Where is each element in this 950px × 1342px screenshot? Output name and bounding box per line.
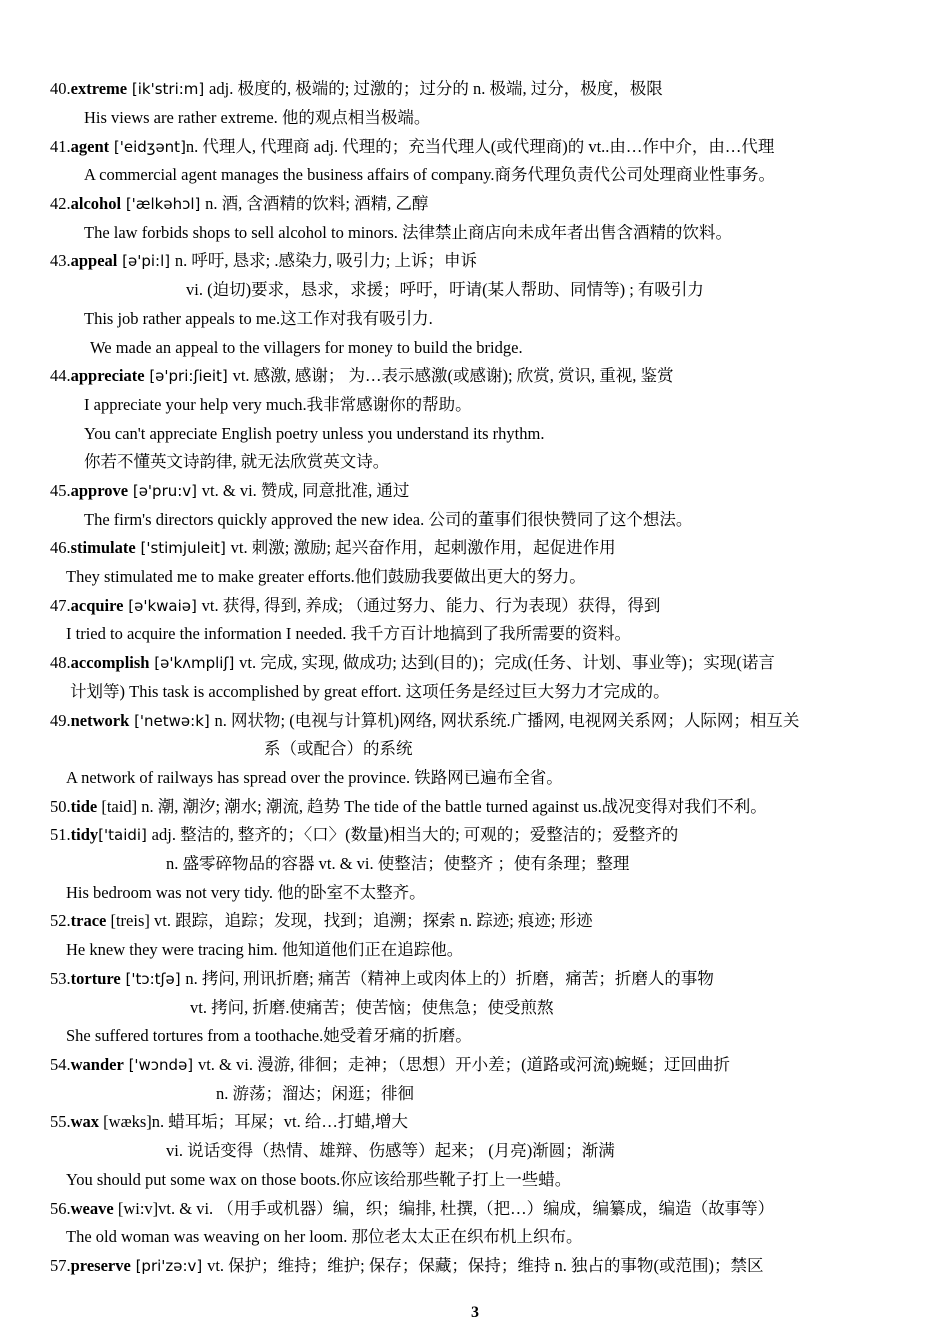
example-sentence: I appreciate your help very much.我非常感谢你的帮助。 (84, 395, 472, 414)
entry-headline: 43.appeal [ə'pi:l] n. 呼吁, 恳求; .感染力, 吸引力; 上诉；申诉 (50, 251, 477, 270)
example-sentence: You should put some wax on those boots.你应该给那些靴子打上一些蜡。 (66, 1170, 572, 1189)
entry-headline: 50.tide [taid] n. 潮, 潮汐; 潮水; 潮流, 趋势 The tide of the battle turned against us.战况变得对我们不利。 (50, 797, 767, 816)
example-translation: 你若不懂英文诗韵律, 就无法欣赏英文诗。 (84, 452, 390, 471)
entry-headline: 45.approve [ə'pru:v] vt. & vi. 赞成, 同意批准, 通过 (50, 481, 410, 500)
example-sentence: They stimulated me to make greater efforts.他们鼓励我要做出更大的努力。 (66, 567, 586, 586)
definition-continuation: n. 盛零碎物品的容器 vt. & vi. 使整洁；使整齐 ；使有条理；整理 (166, 854, 630, 873)
page-number: 3 (471, 1304, 479, 1321)
example-sentence: His views are rather extreme. 他的观点相当极端。 (84, 108, 431, 127)
entry-headline: 52.trace [treis] vt. 跟踪，追踪；发现，找到；追溯；探索 n. 踪迹; 痕迹; 形迹 (50, 911, 593, 930)
definition-continuation: 计划等) This task is accomplished by great effort. 这项任务是经过巨大努力才完成的。 (70, 682, 670, 701)
definition-continuation: n. 游荡；溜达；闲逛；徘徊 (216, 1084, 414, 1103)
entry-headline: 40.extreme [ik'stri:m] adj. 极度的, 极端的; 过激的；过分的 n. 极端, 过分，极度，极限 (50, 79, 663, 98)
example-sentence: A commercial agent manages the business affairs of company.商务代理负责代公司处理商业性事务。 (84, 165, 776, 184)
example-sentence: I tried to acquire the information I needed. 我千方百计地搞到了我所需要的资料。 (66, 624, 632, 643)
definition-continuation: vi. 说话变得（热情、雄辩、伤感等）起来； (月亮)渐圆；渐满 (166, 1141, 615, 1160)
example-sentence: This job rather appeals to me.这工作对我有吸引力. (84, 309, 433, 328)
example-sentence: His bedroom was not very tidy. 他的卧室不太整齐。 (66, 883, 426, 902)
entry-headline: 47.acquire [ə'kwaiə] vt. 获得, 得到, 养成; （通过努力、能力、行为表现）获得，得到 (50, 596, 661, 615)
example-sentence: The old woman was weaving on her loom. 那位老太太正在织布机上织布。 (66, 1227, 583, 1246)
example-sentence: We made an appeal to the villagers for money to build the bridge. (90, 338, 523, 357)
entry-headline: 56.weave [wi:v]vt. & vi. （用手或机器）编，织；编排, 杜撰,（把…）编成，编纂成，编造（故事等） (50, 1199, 775, 1218)
example-sentence: He knew they were tracing him. 他知道他们正在追踪他。 (66, 940, 464, 959)
definition-continuation: 系（或配合）的系统 (264, 739, 413, 758)
entry-headline: 54.wander ['wɔndə] vt. & vi. 漫游, 徘徊；走神；（思想）开小差；(道路或河流)蜿蜒；迂回曲折 (50, 1055, 731, 1074)
example-sentence: She suffered tortures from a toothache.她受着牙痛的折磨。 (66, 1026, 472, 1045)
entry-headline: 48.accomplish [ə'kʌmpliʃ] vt. 完成, 实现, 做成功; 达到(目的)；完成(任务、计划、事业等)；实现(诺言 (50, 653, 775, 672)
entry-headline: 57.preserve [pri'zə:v] vt. 保护；维持；维护; 保存；保藏；保持；维持 n. 独占的事物(或范围)；禁区 (50, 1256, 764, 1275)
example-sentence: You can't appreciate English poetry unless you understand its rhythm. (84, 424, 545, 443)
entry-headline: 55.wax [wæks]n. 蜡耳垢；耳屎；vt. 给…打蜡,增大 (50, 1112, 408, 1131)
entry-headline: 44.appreciate [ə'pri:ʃieit] vt. 感激, 感谢； 为…表示感激(或感谢); 欣赏, 赏识, 重视, 鉴赏 (50, 366, 674, 385)
example-sentence: The law forbids shops to sell alcohol to minors. 法律禁止商店向未成年者出售含酒精的饮料。 (84, 223, 733, 242)
entry-headline: 53.torture ['tɔ:tʃə] n. 拷问, 刑讯折磨; 痛苦（精神上或肉体上的）折磨，痛苦；折磨人的事物 (50, 969, 714, 988)
entry-headline: 42.alcohol ['ælkəhɔl] n. 酒, 含酒精的饮料; 酒精, 乙醇 (50, 194, 429, 213)
example-sentence: A network of railways has spread over the province. 铁路网已遍布全省。 (66, 768, 563, 787)
example-sentence: The firm's directors quickly approved the new idea. 公司的董事们很快赞同了这个想法。 (84, 510, 693, 529)
definition-continuation: vi. (迫切)要求，恳求，求援；呼吁，吁请(某人帮助、同情等) ; 有吸引力 (186, 280, 704, 299)
definition-continuation: vt. 拷问, 折磨.使痛苦；使苦恼；使焦急；使受煎熬 (190, 998, 554, 1017)
entry-headline: 51.tidy['taidi] adj. 整洁的, 整齐的；〈口〉(数量)相当大的; 可观的；爱整洁的；爱整齐的 (50, 825, 679, 844)
entry-headline: 49.network ['netwə:k] n. 网状物; (电视与计算机)网络, 网状系统.广播网, 电视网关系网；人际网；相互关 (50, 711, 800, 730)
entry-headline: 41.agent ['eidʒənt]n. 代理人, 代理商 adj. 代理的；充当代理人(或代理商)的 vt..由…作中介，由…代理 (50, 137, 775, 156)
entry-headline: 46.stimulate ['stimjuleit] vt. 刺激; 激励; 起兴奋作用，起刺激作用，起促进作用 (50, 538, 616, 557)
